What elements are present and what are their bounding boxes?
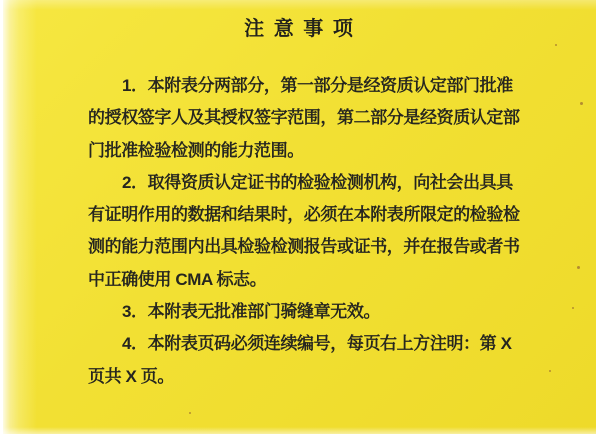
paper-speck xyxy=(580,102,583,105)
text-line: 页共 X 页。 xyxy=(88,366,174,386)
paper-speck xyxy=(555,44,557,46)
text-line: 测的能力范围内出具检验检测报告或证书，并在报告或者书 xyxy=(88,237,520,257)
text-line: 1．本附表分两部分，第一部分是经资质认定部门批准 xyxy=(122,76,513,95)
paper-speck xyxy=(189,412,191,414)
text-line: 3．本附表无批准部门骑缝章无效。 xyxy=(122,302,381,322)
paper-speck xyxy=(572,307,574,309)
text-line: 中正确使用 CMA 标志。 xyxy=(88,269,267,289)
paper-speck xyxy=(577,266,580,269)
paper-speck xyxy=(549,370,551,372)
yellow-paper-sheet xyxy=(3,0,596,434)
notice-body xyxy=(88,70,538,393)
text-line: 2．取得资质认定证书的检验检测机构，向社会出具具 xyxy=(122,172,513,192)
text-line: 门批准检验检测的能力范围。 xyxy=(88,140,304,160)
text-line: 有证明作用的数据和结果时，必须在本附表所限定的检验检 xyxy=(88,205,520,225)
page-title: 注 意 事 项 xyxy=(244,18,355,40)
text-line: 的授权签字人及其授权签字范围，第二部分是经资质认定部 xyxy=(88,108,520,128)
text-line: 4．本附表页码必须连续编号，每页右上方注明：第 X xyxy=(122,334,512,354)
